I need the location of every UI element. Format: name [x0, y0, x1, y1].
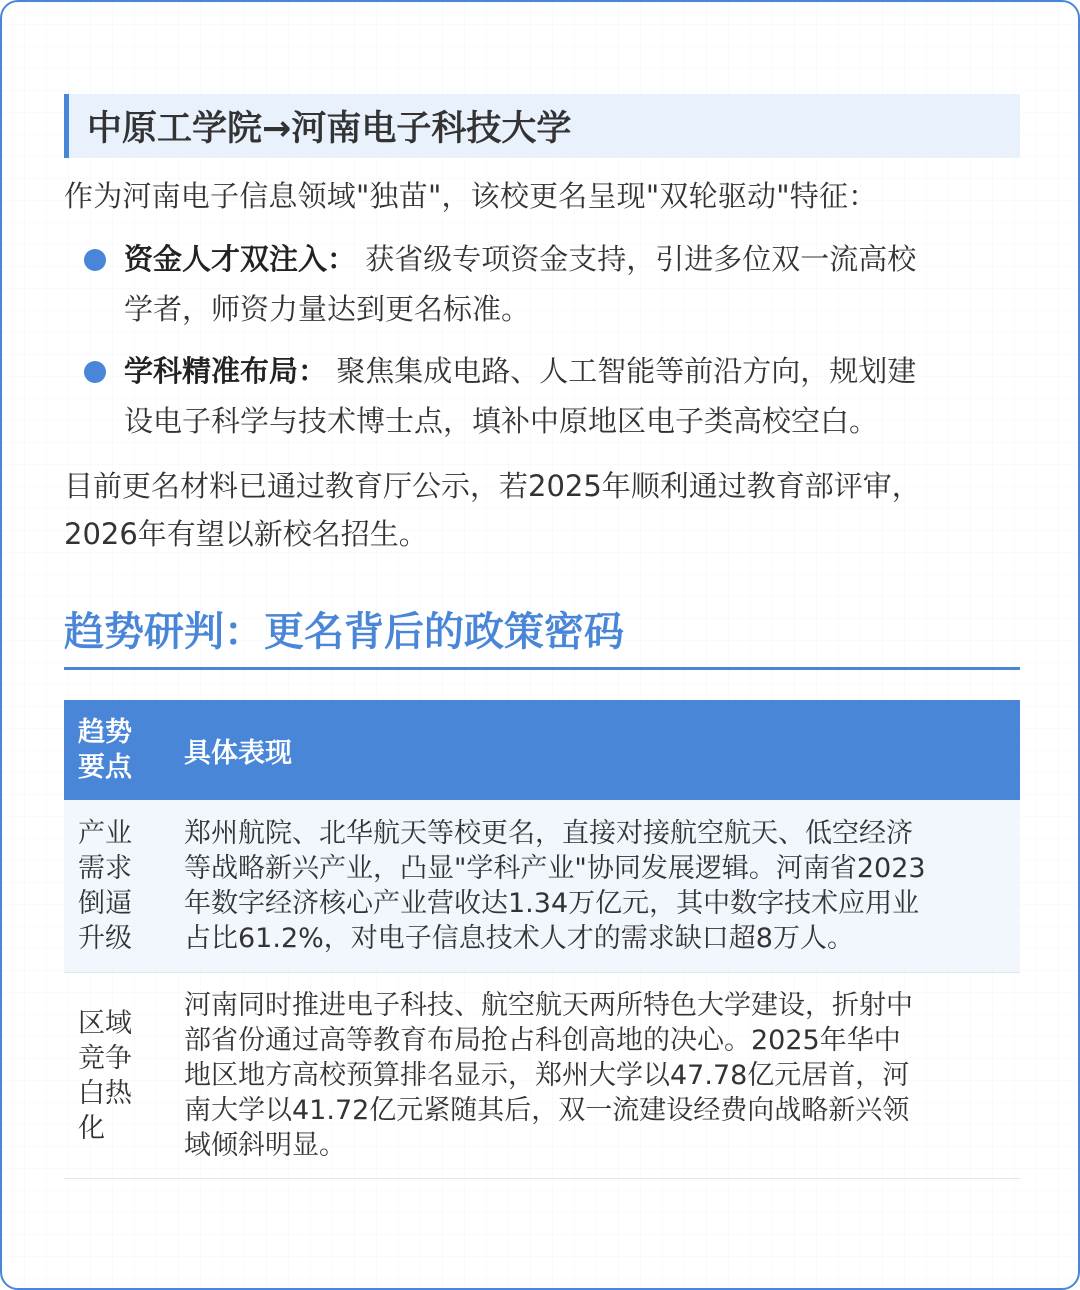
table-row	[64, 973, 1020, 1179]
table-row	[64, 800, 1020, 973]
header-detail-cell: 具体表现	[184, 737, 292, 769]
bullet-dot-icon	[84, 249, 106, 271]
bullet-text: 设电子科学与技术博士点，填补中原地区电子类高校空白。	[124, 404, 879, 438]
bullet-line	[124, 234, 1020, 284]
detail-cell	[168, 816, 1020, 956]
bullet-text: 学者，师资力量达到更名标准。	[124, 292, 531, 326]
detail-line: 地区地方高校预算排名显示，郑州大学以47.78亿元居首，河	[184, 1060, 910, 1091]
detail-line: 南大学以41.72亿元紧随其后，双一流建设经费向战略新兴领	[184, 1095, 910, 1126]
header-trend-line: 趋势	[78, 717, 132, 748]
paragraph-line: 目前更名材料已通过教育厅公示，若2025年顺利通过教育部评审，	[64, 469, 921, 503]
bullet-text: 聚焦集成电路、人工智能等前沿方向，规划建	[336, 354, 917, 388]
bullet-label: 学科精准布局：	[124, 354, 328, 388]
trend-heading: 趋势研判：更名背后的政策密码	[64, 600, 1020, 670]
trend-line: 需求	[78, 853, 132, 884]
bullet-dot-icon	[84, 361, 106, 383]
trend-table	[64, 700, 1020, 1179]
paragraph-line: 2026年有望以新校名招生。	[64, 517, 428, 551]
header-trend-line: 要点	[78, 752, 132, 783]
trend-line: 倒逼	[78, 888, 132, 919]
trend-cell	[64, 816, 168, 956]
bullet-text: 获省级专项资金支持，引进多位双一流高校	[365, 242, 917, 276]
detail-cell	[168, 988, 1020, 1163]
intro-text: 作为河南电子信息领域"独苗"，该校更名呈现"双轮驱动"特征：	[64, 179, 878, 213]
bullet-label: 资金人才双注入：	[124, 242, 357, 276]
detail-line: 部省份通过高等教育布局抢占科创高地的决心。2025年华中	[184, 1025, 901, 1056]
trend-line: 产业	[78, 818, 132, 849]
detail-line: 域倾斜明显。	[184, 1130, 346, 1161]
trend-line: 升级	[78, 923, 132, 954]
table-header	[64, 700, 1020, 800]
article-body	[64, 94, 1020, 1179]
trend-line: 区域	[78, 1007, 132, 1039]
detail-line: 河南同时推进电子科技、航空航天两所特色大学建设，折射中	[184, 990, 913, 1021]
bullet-line	[124, 346, 1020, 396]
bullet-item	[64, 346, 1020, 446]
detail-line: 占比61.2%，对电子信息技术人才的需求缺口超8万人。	[184, 923, 854, 954]
detail-line: 年数字经济核心产业营收达1.34万亿元，其中数字技术应用业	[184, 888, 920, 919]
detail-line: 等战略新兴产业，凸显"学科产业"协同发展逻辑。河南省2023	[184, 853, 926, 884]
detail-line: 郑州航院、北华航天等校更名，直接对接航空航天、低空经济	[184, 818, 913, 849]
trend-line: 白热	[78, 1077, 132, 1109]
header-trend-cell	[64, 715, 168, 785]
trend-cell	[64, 1006, 168, 1146]
bullet-item	[64, 234, 1020, 334]
trend-line: 化	[78, 1112, 105, 1144]
trend-line: 竞争	[78, 1042, 132, 1074]
summary-paragraph	[64, 462, 1020, 558]
bullet-list	[64, 234, 1020, 446]
section-title: 中原工学院→河南电子科技大学	[64, 94, 1020, 158]
